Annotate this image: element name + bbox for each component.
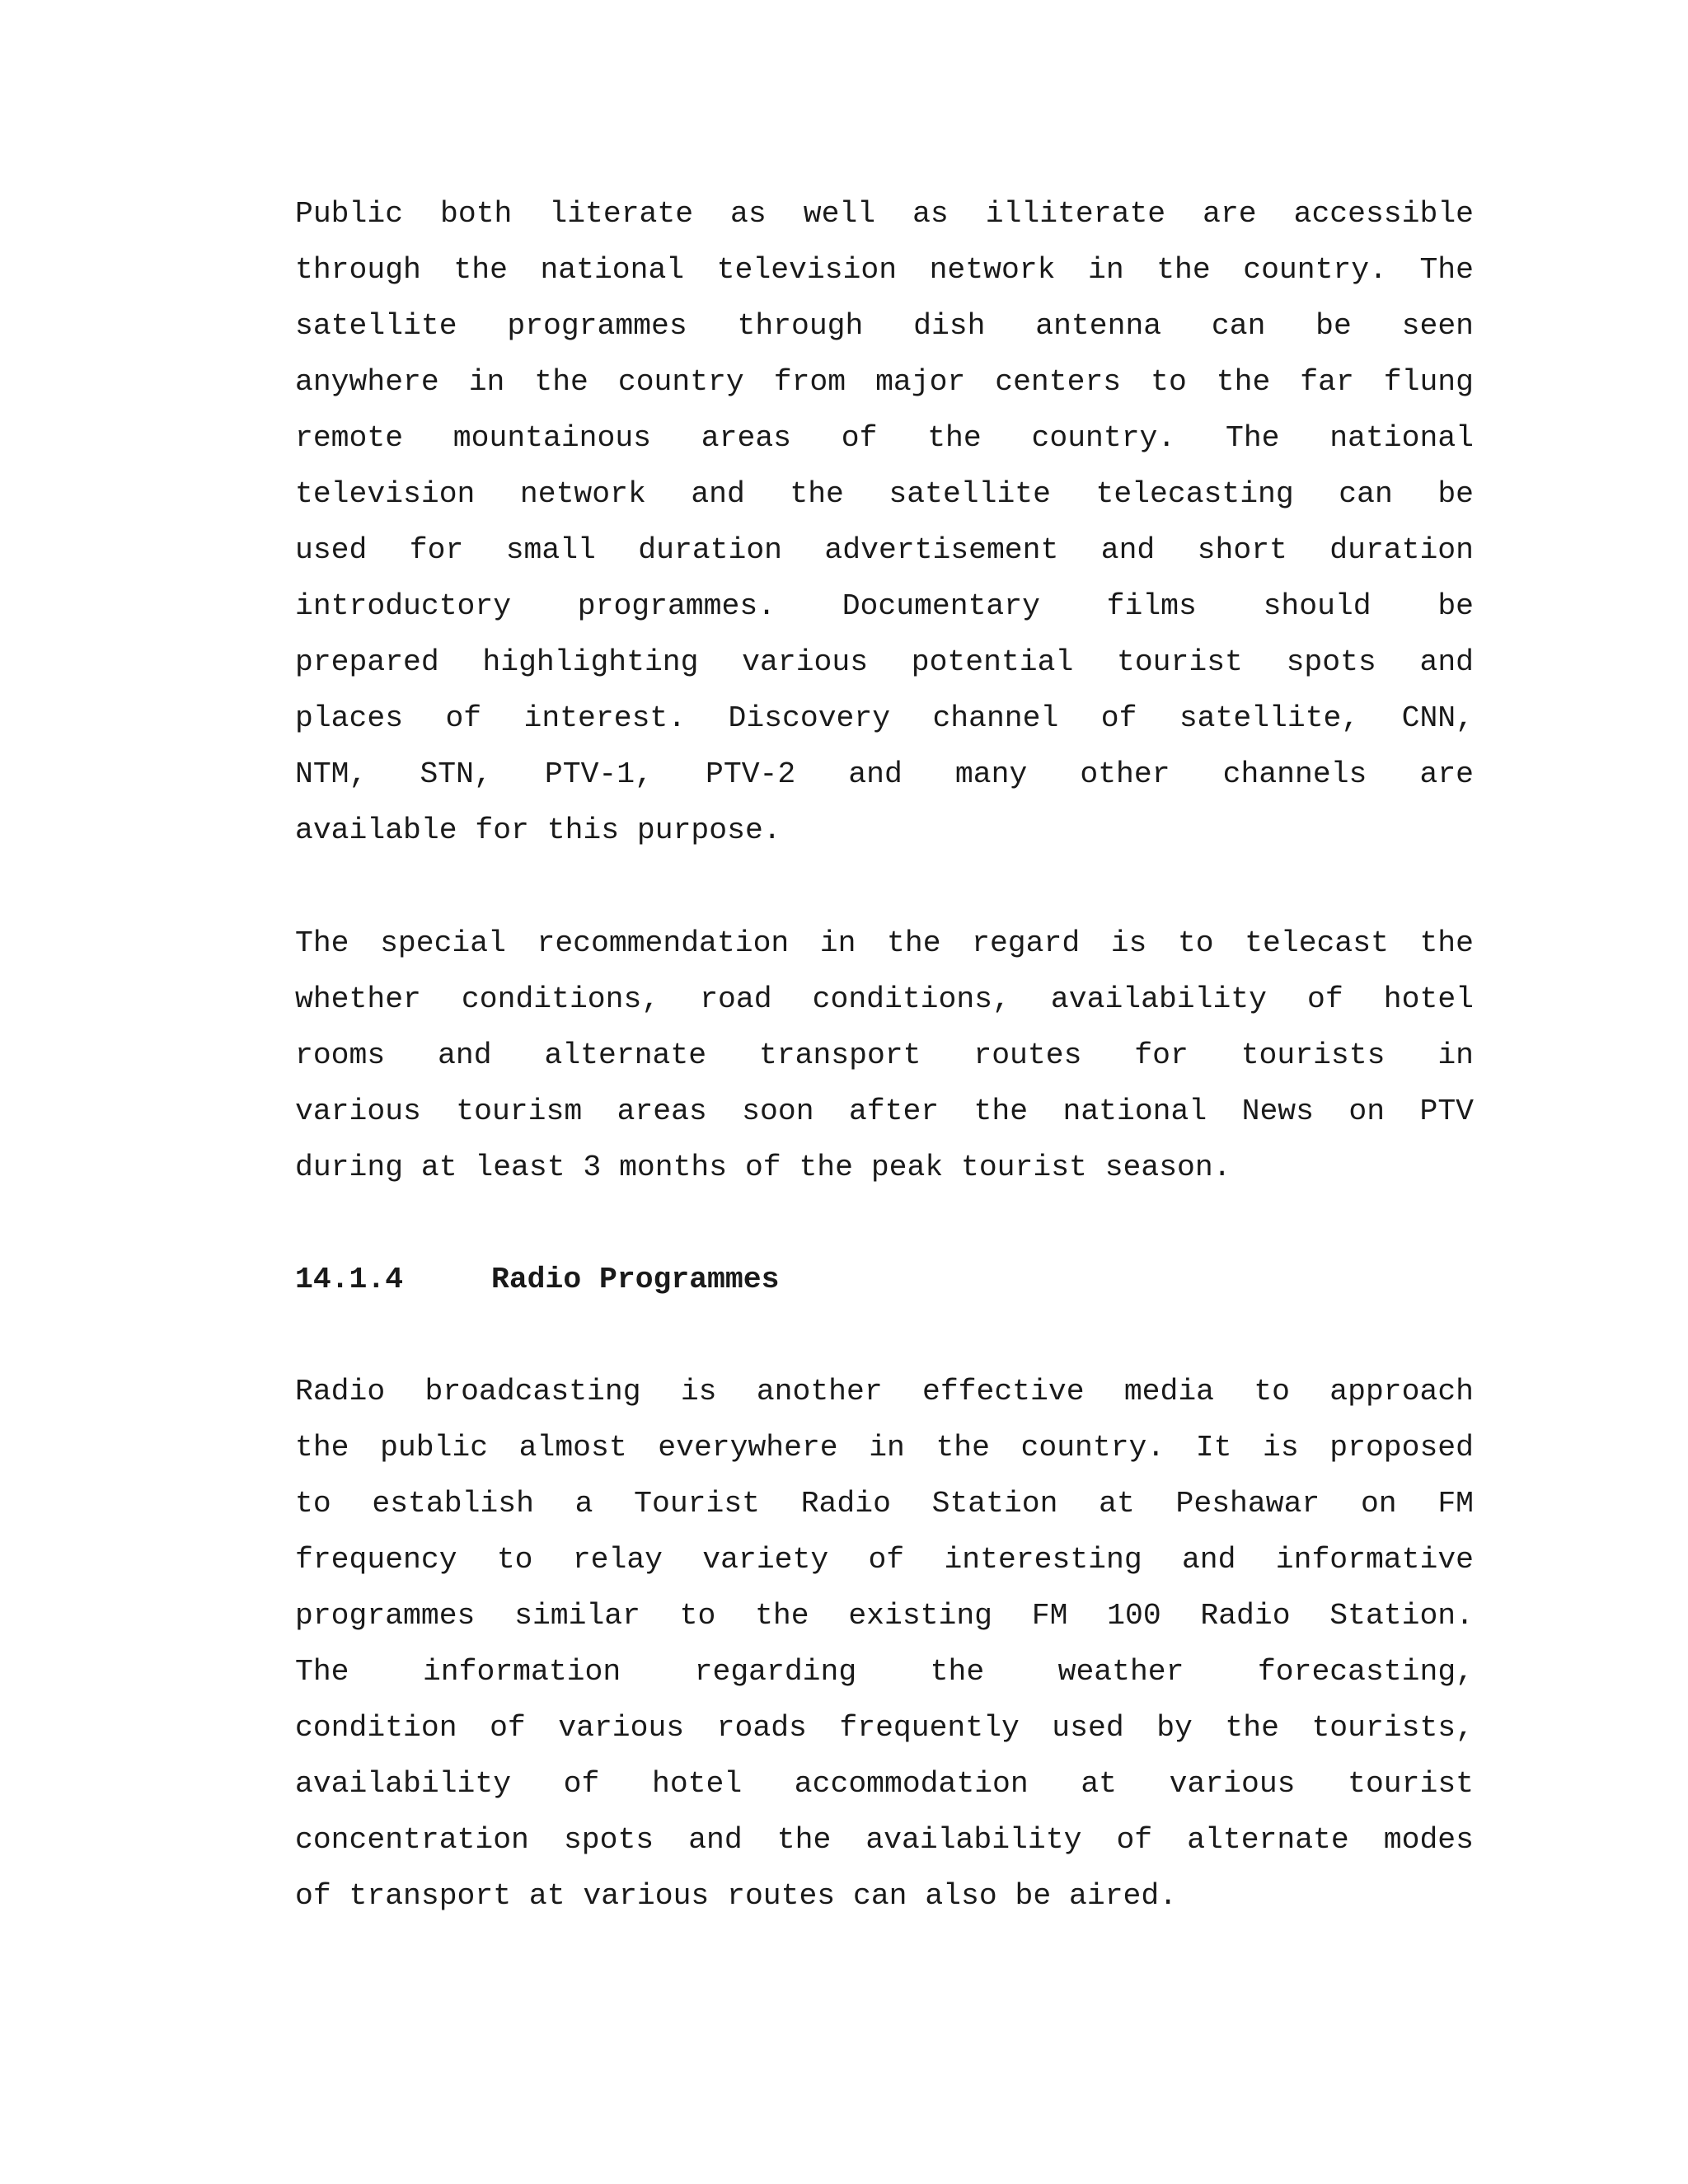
paragraph-line: NTM, STN, PTV-1, PTV-2 and many other channels are xyxy=(295,757,1474,791)
paragraph-line: concentration spots and the availability of alternate modes xyxy=(295,1823,1474,1857)
paragraph-line: rooms and alternate transport routes for tourists in xyxy=(295,1038,1474,1072)
paragraph-line: frequency to relay variety of interesting and informative xyxy=(295,1543,1474,1577)
section-number: 14.1.4 xyxy=(295,1263,404,1296)
paragraph-special-recommendation xyxy=(295,916,1474,1196)
paragraph-line: remote mountainous areas of the country. The national xyxy=(295,421,1474,455)
paragraph-line: the public almost everywhere in the country. It is proposed xyxy=(295,1431,1474,1465)
paragraph-line: introductory programmes. Documentary films should be xyxy=(295,589,1474,623)
section-title: Radio Programmes xyxy=(491,1263,780,1296)
paragraph-line: through the national television network in the country. The xyxy=(295,253,1474,287)
paragraph-line: programmes similar to the existing FM 100 Radio Station. xyxy=(295,1599,1474,1633)
paragraph-line: places of interest. Discovery channel of satellite, CNN, xyxy=(295,701,1474,735)
paragraph-line: The information regarding the weather forecasting, xyxy=(295,1655,1474,1689)
paragraph-radio-broadcasting xyxy=(295,1364,1474,1924)
paragraph-line: The special recommendation in the regard is to telecast the xyxy=(295,926,1474,960)
paragraph-line: condition of various roads frequently used by the tourists, xyxy=(295,1711,1474,1745)
paragraph-television-network xyxy=(295,186,1474,859)
paragraph-line: used for small duration advertisement and short duration xyxy=(295,533,1474,567)
paragraph-line: availability of hotel accommodation at various tourist xyxy=(295,1767,1474,1801)
paragraph-line: Public both literate as well as illiterate are accessible xyxy=(295,197,1474,231)
paragraph-line: television network and the satellite telecasting can be xyxy=(295,477,1474,511)
paragraph-line: satellite programmes through dish antenna can be seen xyxy=(295,309,1474,343)
paragraph-line: various tourism areas soon after the national News on PTV xyxy=(295,1094,1474,1128)
paragraph-line: available for this purpose. xyxy=(295,813,781,847)
paragraph-line: to establish a Tourist Radio Station at Peshawar on FM xyxy=(295,1487,1474,1521)
paragraph-line: prepared highlighting various potential tourist spots and xyxy=(295,645,1474,679)
paragraph-line: during at least 3 months of the peak tourist season. xyxy=(295,1151,1231,1184)
section-heading xyxy=(295,1252,779,1308)
paragraph-line: anywhere in the country from major centers to the far flung xyxy=(295,365,1474,399)
paragraph-line: Radio broadcasting is another effective media to approach xyxy=(295,1375,1474,1408)
paragraph-line: of transport at various routes can also be aired. xyxy=(295,1879,1178,1913)
paragraph-line: whether conditions, road conditions, availability of hotel xyxy=(295,982,1474,1016)
